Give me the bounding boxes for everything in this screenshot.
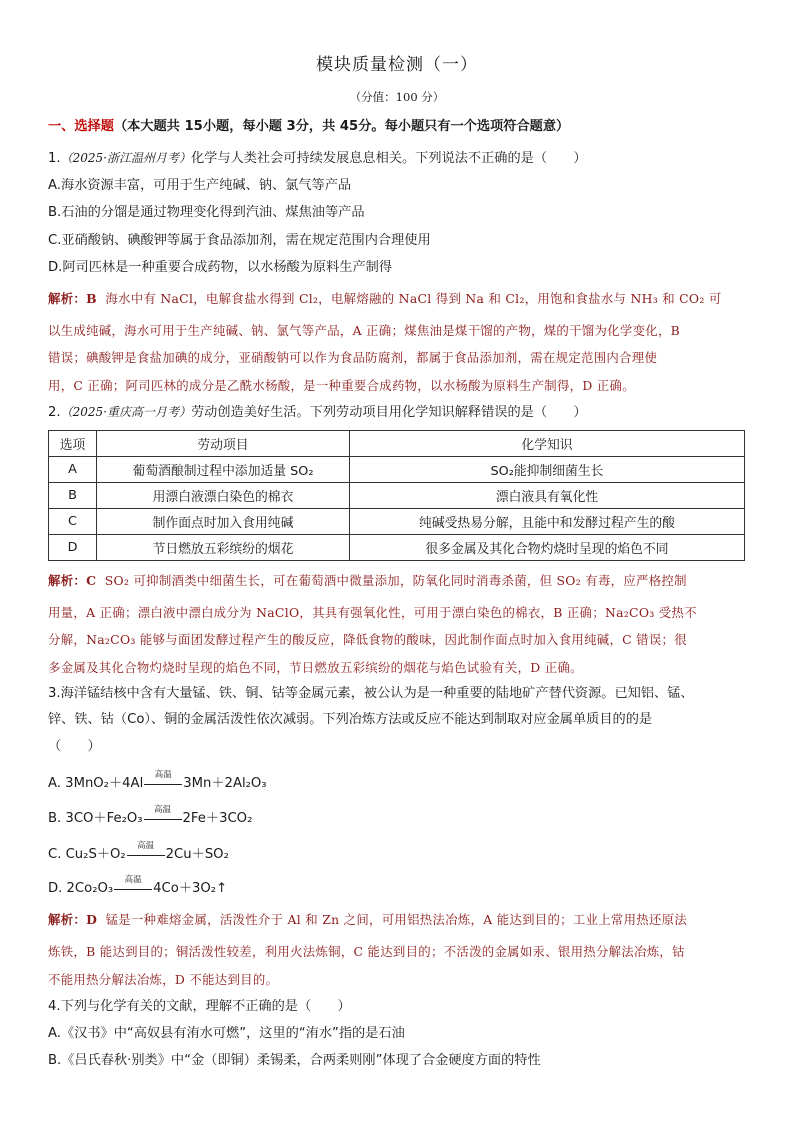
section-keyword: 一、选择题 [48,119,114,134]
q1-stem-line [48,149,587,168]
q3-analysis-line-3: 不能用热分解法冶炼，D 不能达到目的。 [48,972,279,987]
table-cell: 制作面点时加入食用纯碱 [97,509,350,535]
q2-analysis-line-1 [48,572,687,590]
q1-source: （2025·浙江温州月考） [60,151,191,165]
q3-stem-line-1: 3.海洋锰结核中含有大量锰、铁、铜、钴等金属元素，被公认为是一种重要的陆地矿产替代资源。已知铝、锰、 [48,686,694,701]
q4-option-a: A.《汉书》中“高奴县有洧水可燃”，这里的“洧水”指的是石油 [48,1026,405,1041]
score-note: （分值：100 分） [349,90,445,104]
q3-a-reactants: A. 3MnO₂＋4Al [48,776,144,791]
table-row [49,457,745,483]
q3-b-reactants: B. 3CO＋Fe₂O₃ [48,811,143,826]
reaction-condition: 高温 [124,875,142,885]
table-cell: 用漂白液漂白染色的棉衣 [97,483,350,509]
q3-b-products: 2Fe＋3CO₂ [182,811,253,826]
table-cell: B [49,483,97,509]
table-cell: 纯碱受热易分解，且能中和发酵过程产生的酸 [350,509,745,535]
q1-analysis-line-4: 用，C 正确；阿司匹林的成分是乙酰水杨酸，是一种重要合成药物，以水杨酸为原料生产制得，D 正确。 [48,378,635,393]
table-cell: SO₂能抑制细菌生长 [350,457,745,483]
table-cell: 很多金属及其化合物灼烧时呈现的焰色不同 [350,535,745,561]
q1-option-b: B.石油的分馏是通过物理变化得到汽油、煤焦油等产品 [48,205,365,220]
reaction-condition: 高温 [137,841,155,851]
table-cell: 漂白液具有氧化性 [350,483,745,509]
q3-d-reactants: D. 2Co₂O₃ [48,881,114,896]
table-cell: C [49,509,97,535]
q1-answer: 解析：B [48,291,97,306]
q2-analysis-line-4: 多金属及其化合物灼烧时呈现的焰色不同，节日燃放五彩缤纷的烟花与焰色试验有关，D 正确。 [48,660,583,675]
q1-analysis-line-1 [48,290,722,308]
q2-number: 2. [48,405,61,420]
q3-answer-paren: （ ） [48,739,101,754]
q3-stem-line-2: 锌、铁、钴（Co）、铜的金属活泼性依次减弱。下列冶炼方法或反应不能达到制取对应金属单质目的的是 [48,712,653,727]
q3-analysis-line-2: 炼铁，B 能达到目的；铜活泼性较差，利用火法炼铜，C 能达到目的；不活泼的金属如汞、银用热分解法冶炼，钴 [48,944,685,959]
q1-option-c: C.亚硝酸钠、碘酸钾等属于食品添加剂，需在规定范围内合理使用 [48,233,431,248]
q1-analysis-line-3: 错误；碘酸钾是食盐加碘的成分，亚硝酸钠可以作为食品防腐剂，都属于食品添加剂，需在规定范围内合理使 [48,350,658,365]
q3-answer: 解析：D [48,912,98,927]
q3-analysis-text-1: 锰是一种难熔金属，活泼性介于 Al 和 Zn 之间，可用铝热法冶炼，A 能达到目的；工业上常用热还原法 [105,912,688,927]
q3-c-reactants: C. Cu₂S＋O₂ [48,847,126,862]
q1-analysis-line-2: 以生成纯碱，海水可用于生产纯碱、钠、氯气等产品，A 正确；煤焦油是煤干馏的产物，煤的干馏为化学变化，B [48,323,681,338]
reaction-condition-arrow [144,805,182,823]
q1-option-a: A.海水资源丰富，可用于生产纯碱、钠、氯气等产品 [48,178,352,193]
table-cell: 葡萄酒酿制过程中添加适量 SO₂ [97,457,350,483]
reaction-condition-arrow [127,841,165,859]
q4-option-b: B.《吕氏春秋·别类》中“金（即铜）柔锡柔，合两柔则刚”体现了合金硬度方面的特性 [48,1053,541,1068]
table-row [49,509,745,535]
q2-analysis-text-1: SO₂ 可抑制酒类中细菌生长，可在葡萄酒中微量添加，防氧化同时消毒杀菌，但 SO₂ 有毒，应严格控制 [104,573,687,588]
q3-option-a [48,770,267,793]
table-header: 选项 [49,431,97,457]
section-heading [48,118,569,136]
q2-stem-line [48,403,587,422]
table-cell: D [49,535,97,561]
reaction-condition-arrow [144,770,182,788]
q3-option-d [48,875,228,898]
table-header: 化学知识 [350,431,745,457]
q3-c-products: 2Cu＋SO₂ [165,847,229,862]
table-header-row [49,431,745,457]
q1-number: 1. [48,151,61,166]
q2-stem: 劳动创造美好生活。下列劳动项目用化学知识解释错误的是（ ） [190,405,587,420]
section-instructions: （本大题共 15小题，每小题 3分，共 45分。每小题只有一个选项符合题意） [113,119,570,134]
q2-source: （2025·重庆高一月考） [60,405,191,419]
q3-analysis-line-1 [48,911,687,929]
q2-analysis-line-2: 用量，A 正确；漂白液中漂白成分为 NaClO，其具有强氧化性，可用于漂白染色的棉衣，B 正确；Na₂CO₃ 受热不 [48,605,697,620]
table-row [49,483,745,509]
q1-stem: 化学与人类社会可持续发展息息相关。下列说法不正确的是（ ） [190,151,587,166]
reaction-condition-arrow [114,875,152,893]
q3-a-products: 3Mn＋2Al₂O₃ [183,776,267,791]
q1-analysis-text-1: 海水中有 NaCl，电解食盐水得到 Cl₂，电解熔融的 NaCl 得到 Na 和 Cl₂，用饱和食盐水与 NH₃ 和 CO₂ 可 [105,291,722,306]
q3-option-b [48,805,253,828]
reaction-condition: 高温 [154,770,172,780]
q4-stem: 4.下列与化学有关的文献，理解不正确的是（ ） [48,999,351,1014]
table-cell: A [49,457,97,483]
q2-answer: 解析：C [48,573,97,588]
table-row [49,535,745,561]
table-header: 劳动项目 [97,431,350,457]
q3-d-products: 4Co＋3O₂↑ [153,881,228,896]
q1-option-d: D.阿司匹林是一种重要合成药物，以水杨酸为原料生产制得 [48,260,393,275]
q2-analysis-line-3: 分解，Na₂CO₃ 能够与面团发酵过程产生的酸反应，降低食物的酸味，因此制作面点时加入食用纯碱，C 错误；很 [48,632,687,647]
reaction-condition: 高温 [154,805,172,815]
q3-option-c [48,841,229,864]
page-title: 模块质量检测（一） [316,55,478,75]
table-cell: 节日燃放五彩缤纷的烟花 [97,535,350,561]
q2-table [48,430,745,561]
